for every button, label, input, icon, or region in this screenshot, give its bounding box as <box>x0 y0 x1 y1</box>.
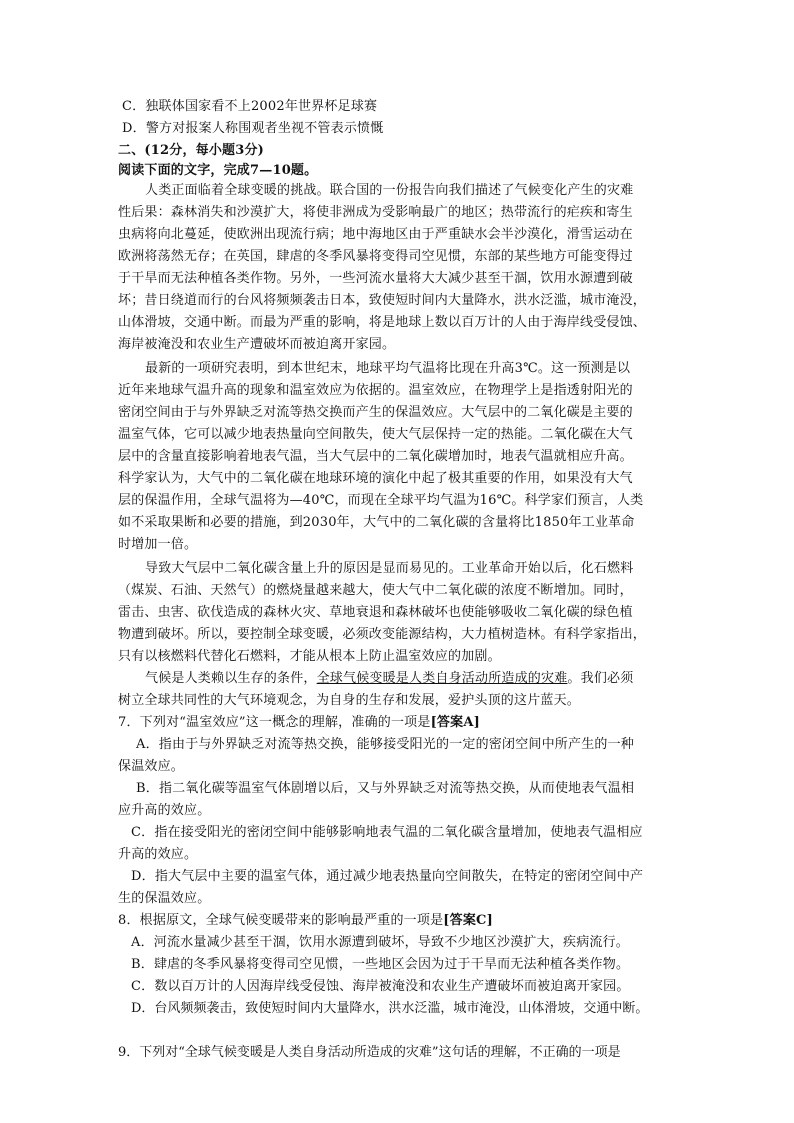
passage-line: （煤炭、石油、天然气）的燃烧量越来越大，使大气中二氧化碳的浓度不断增加。同时， <box>118 583 633 598</box>
q7-option-a-cont: 保温效应。 <box>118 759 185 774</box>
q7-option-b-cont: 应升高的效应。 <box>118 803 211 818</box>
passage-line: 科学家认为，大气中的二氧化碳在地球环境的演化中起了极其重要的作用，如果没有大气 <box>118 471 633 486</box>
passage-line: 层的保温作用，全球气温将为—40℃，而现在全球平均气温为16℃。科学家们预言，人类 <box>118 493 644 508</box>
question-9-stem: 9．下列对“全球气候变暖是人类自身活动所造成的灾难”这句话的理解，不正确的一项是 <box>118 1045 621 1060</box>
question-8-stem <box>0 911 794 931</box>
passage-line: 树立全球共同性的大气环境观念，为自身的生存和发展，爱护头顶的这片蓝天。 <box>118 693 581 708</box>
option-d-prev: D．警方对报案人称围观者坐视不管表示愤慨 <box>122 121 384 136</box>
q7-option-d: D．指大气层中主要的温室气体，通过减少地表热量向空间散失，在特定的密闭空间中产 <box>131 869 644 884</box>
option-c-prev: C．独联体国家看不上2002年世界杯足球赛 <box>122 99 378 114</box>
passage-line: 如不采取果断和必要的措施，到2030年，大气中的二氧化碳的含量将比1850年工业革命 <box>118 515 635 530</box>
answer-label: [答案C] <box>443 913 493 928</box>
answer-label: [答案A] <box>430 715 480 730</box>
passage-line: 导致大气层中二氧化碳含量上升的原因是显而易见的。工业革命开始以后，化石燃料 <box>145 561 634 576</box>
q8-option-d: D．台风频频袭击，致使短时间内大量降水，洪水泛滥，城市淹没，山体滑坡，交通中断。 <box>131 1001 649 1016</box>
passage-line: 物遭到破坏。所以，要控制全球变暖，必须改变能源结构，大力植树造林。有科学家指出， <box>118 627 647 642</box>
passage-line: 密闭空间由于与外界缺乏对流等热交换而产生的保温效应。大气层中的二氧化碳是主要的 <box>118 405 633 420</box>
question-text: 7．下列对“温室效应”这一概念的理解，准确的一项是 <box>118 715 431 730</box>
passage-line <box>0 669 794 689</box>
section-instruction: 阅读下面的文字，完成7—10题。 <box>118 163 318 178</box>
q7-option-d-cont: 生的保温效应。 <box>118 891 211 906</box>
q8-option-b: B．肆虐的冬季风暴将变得司空见惯，一些地区会因为过于干旱而无法种植各类作物。 <box>131 957 630 972</box>
underlined-sentence: 全球气候变暖是人类自身活动所造成的灾难 <box>316 671 568 686</box>
passage-line: 坏；昔日绕道而行的台风将频频袭击日本，致使短时间内大量降水，洪水泛滥，城市淹没， <box>118 293 647 308</box>
passage-line: 近年来地球气温升高的现象和温室效应为依据的。温室效应，在物理学上是指透射阳光的 <box>118 383 633 398</box>
passage-line: 于干旱而无法种植各类作物。另外，一些河流水量将大大减少甚至干涸，饮用水源遭到破 <box>118 271 633 286</box>
q8-option-c: C．数以百万计的人因海岸线受侵蚀、海岸被淹没和农业生产遭破坏而被迫离开家园。 <box>131 979 630 994</box>
q7-option-c-cont: 升高的效应。 <box>118 847 198 862</box>
question-7-stem <box>0 713 794 733</box>
passage-line: 欧洲将荡然无存；在英国，肆虐的冬季风暴将变得司空见惯，东部的某些地方可能变得过 <box>118 249 633 264</box>
passage-line: 雷击、虫害、砍伐造成的森林火灾、草地衰退和森林破坏也使能够吸收二氧化碳的绿色植 <box>118 605 633 620</box>
q7-option-c: C．指在接受阳光的密闭空间中能够影响地表气温的二氧化碳含量增加，使地表气温相应 <box>131 825 643 840</box>
passage-line: 最新的一项研究表明，到本世纪末，地球平均气温将比现在升高3℃。这一预测是以 <box>145 361 631 376</box>
passage-line: 山体滑坡，交通中断。而最为严重的影响，将是地球上数以百万计的人由于海岸线受侵蚀、 <box>118 315 647 330</box>
section-heading: 二、(12分，每小题3分) <box>118 143 265 158</box>
passage-line: 层中的含量直接影响着地表气温，当大气层中的二氧化碳增加时，地表气温就相应升高。 <box>118 449 633 464</box>
passage-line: 海岸被淹没和农业生产遭破坏而被迫离开家园。 <box>118 337 396 352</box>
q7-option-b: B．指二氧化碳等温室气体剧增以后，又与外界缺乏对流等热交换，从而使地表气温相 <box>136 781 635 796</box>
passage-line: 时增加一倍。 <box>118 537 198 552</box>
passage-line: 人类正面临着全球变暖的挑战。联合国的一份报告向我们描述了气候变化产生的灾难 <box>145 183 634 198</box>
passage-line: 虫病将向北蔓延，使欧洲出现流行病；地中海地区由于严重缺水会半沙漠化，滑雪运动在 <box>118 227 633 242</box>
question-text: 8．根据原文，全球气候变暖带来的影响最严重的一项是 <box>118 913 444 928</box>
q7-option-a: A．指由于与外界缺乏对流等热交换，能够接受阳光的一定的密闭空间中所产生的一种 <box>136 737 634 752</box>
passage-line: 温室气体，它可以减少地表热量向空间散失，使大气层保持一定的热能。二氧化碳在大气 <box>118 427 633 442</box>
passage-line: 只有以核燃料代替化石燃料，才能从根本上防止温室效应的加剧。 <box>118 649 501 664</box>
passage-text: 。我们必须 <box>567 671 634 686</box>
passage-line: 性后果：森林消失和沙漠扩大，将使非洲成为受影响最广的地区；热带流行的疟疾和寄生 <box>118 205 633 220</box>
passage-text: 气候是人类赖以生存的条件， <box>145 671 317 686</box>
q8-option-a: A．河流水量减少甚至干涸，饮用水源遭到破坏，导致不少地区沙漠扩大，疾病流行。 <box>131 935 629 950</box>
